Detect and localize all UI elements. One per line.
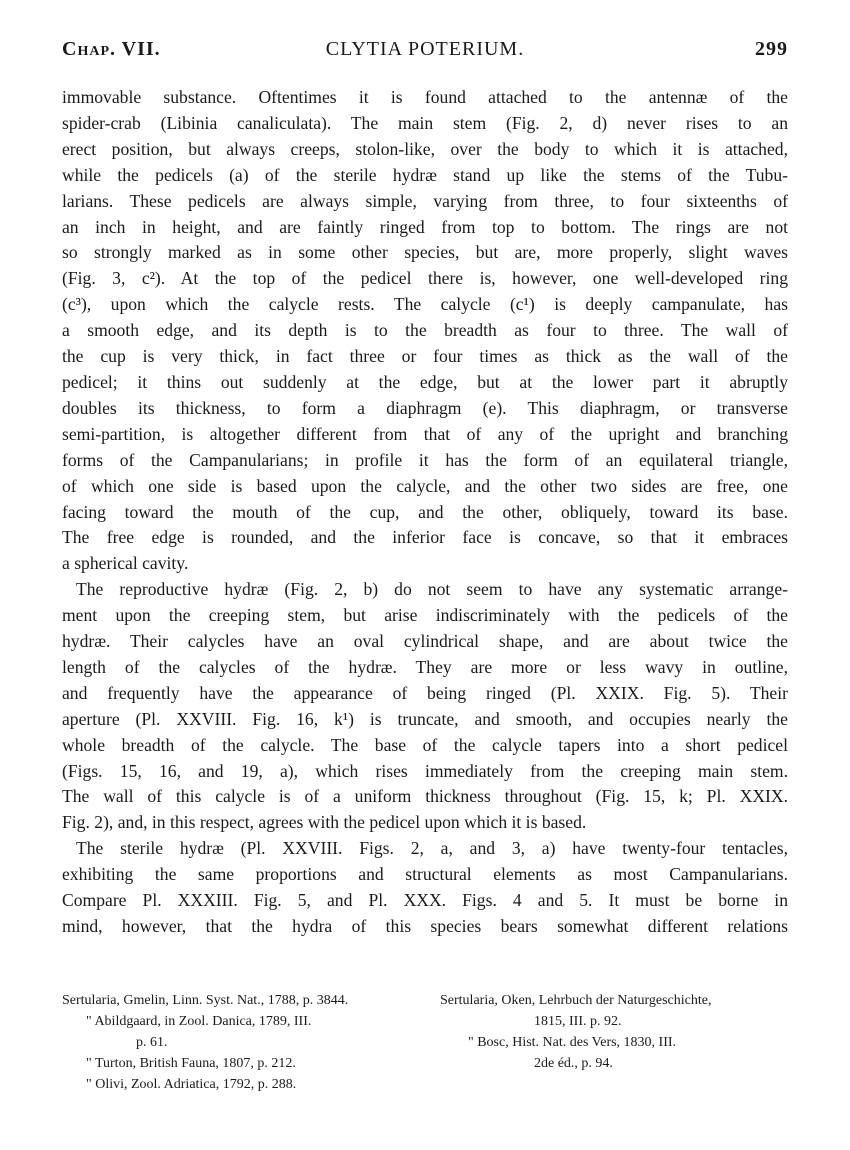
footnote-line: 1815, III. p. 92. [534, 1014, 622, 1029]
text-line: The wall of this calycle is of a uniform thickness throughout (Fig. 15, k; Pl. XXIX. [62, 786, 788, 807]
running-header [62, 38, 788, 68]
text-line: hydræ. Their calycles have an oval cylindrical shape, and are about twice the [62, 631, 788, 652]
footnote-line: " Abildgaard, in Zool. Danica, 1789, III. [86, 1014, 312, 1029]
chapter-label: Chap. VII. [62, 38, 161, 60]
footnote-line: " Olivi, Zool. Adriatica, 1792, p. 288. [86, 1077, 297, 1092]
running-title: CLYTIA POTERIUM. [325, 38, 525, 60]
text-line: and frequently have the appearance of being ringed (Pl. XXIX. Fig. 5). Their [62, 682, 788, 703]
footnotes [62, 990, 788, 1110]
text-line: of which one side is based upon the calycle, and the other two sides are free, one [62, 475, 788, 496]
footnote-line: " Turton, British Fauna, 1807, p. 212. [86, 1056, 296, 1071]
text-line: doubles its thickness, to form a diaphragm (e). This diaphragm, or transverse [62, 397, 788, 418]
text-line: while the pedicels (a) of the sterile hydræ stand up like the stems of the Tubu- [62, 164, 788, 185]
text-line: The sterile hydræ (Pl. XXVIII. Figs. 2, a, and 3, a) have twenty-four tentacles, [76, 838, 788, 859]
footnote-line: 2de éd., p. 94. [534, 1056, 613, 1071]
footnotes-left-column [62, 990, 422, 1095]
footnotes-right-column [440, 990, 790, 1074]
text-line: an inch in height, and are faintly ringed from top to bottom. The rings are not [62, 216, 788, 237]
text-line: facing toward the mouth of the cup, and the other, obliquely, toward its base. [62, 501, 788, 522]
text-line: Compare Pl. XXXIII. Fig. 5, and Pl. XXX. Figs. 4 and 5. It must be borne in [62, 890, 788, 911]
page-number: 299 [755, 38, 788, 60]
text-line: aperture (Pl. XXVIII. Fig. 16, k¹) is truncate, and smooth, and occupies nearly the [62, 708, 788, 729]
text-line: erect position, but always creeps, stolon-like, over the body to which it is attached, [62, 138, 788, 159]
footnote-line: Sertularia, Gmelin, Linn. Syst. Nat., 1788, p. 3844. [62, 993, 349, 1008]
text-line: (Fig. 3, c²). At the top of the pedicel there is, however, one well-developed ring [62, 268, 788, 289]
text-line: so strongly marked as in some other species, but are, more properly, slight waves [62, 242, 788, 263]
text-line: (Figs. 15, 16, and 19, a), which rises immediately from the creeping main stem. [62, 760, 788, 781]
text-line: (c³), upon which the calycle rests. The calycle (c¹) is deeply campanulate, has [62, 294, 788, 315]
text-line: a spherical cavity. [62, 553, 189, 574]
text-line: The reproductive hydræ (Fig. 2, b) do not seem to have any systematic arrange- [76, 579, 788, 600]
text-line: whole breadth of the calycle. The base of the calycle tapers into a short pedicel [62, 734, 788, 755]
text-line: exhibiting the same proportions and structural elements as most Campanularians. [62, 864, 788, 885]
text-line: The free edge is rounded, and the inferior face is concave, so that it embraces [62, 527, 788, 548]
text-line: forms of the Campanularians; in profile it has the form of an equilateral triangle, [62, 449, 788, 470]
text-line: semi-partition, is altogether different from that of any of the upright and branching [62, 423, 788, 444]
text-line: a smooth edge, and its depth is to the breadth as four to three. The wall of [62, 320, 788, 341]
body-text [62, 85, 788, 940]
text-line: larians. These pedicels are always simple, varying from three, to four sixteenths of [62, 190, 788, 211]
text-line: mind, however, that the hydra of this species bears somewhat different relations [62, 916, 788, 936]
text-line: length of the calycles of the hydræ. They are more or less wavy in outline, [62, 656, 788, 677]
text-line: ment upon the creeping stem, but arise indiscriminately with the pedicels of the [62, 605, 788, 626]
footnote-line: Sertularia, Oken, Lehrbuch der Naturgeschichte, [440, 993, 712, 1008]
text-line: pedicel; it thins out suddenly at the edge, but at the lower part it abruptly [62, 371, 788, 392]
text-line: immovable substance. Oftentimes it is found attached to the antennæ of the [62, 87, 788, 107]
text-line: the cup is very thick, in fact three or four times as thick as the wall of the [62, 346, 788, 367]
text-line: spider-crab (Libinia canaliculata). The main stem (Fig. 2, d) never rises to an [62, 112, 788, 133]
footnote-line: p. 61. [136, 1035, 168, 1050]
footnote-line: " Bosc, Hist. Nat. des Vers, 1830, III. [468, 1035, 677, 1050]
text-line: Fig. 2), and, in this respect, agrees with the pedicel upon which it is based. [62, 812, 587, 833]
